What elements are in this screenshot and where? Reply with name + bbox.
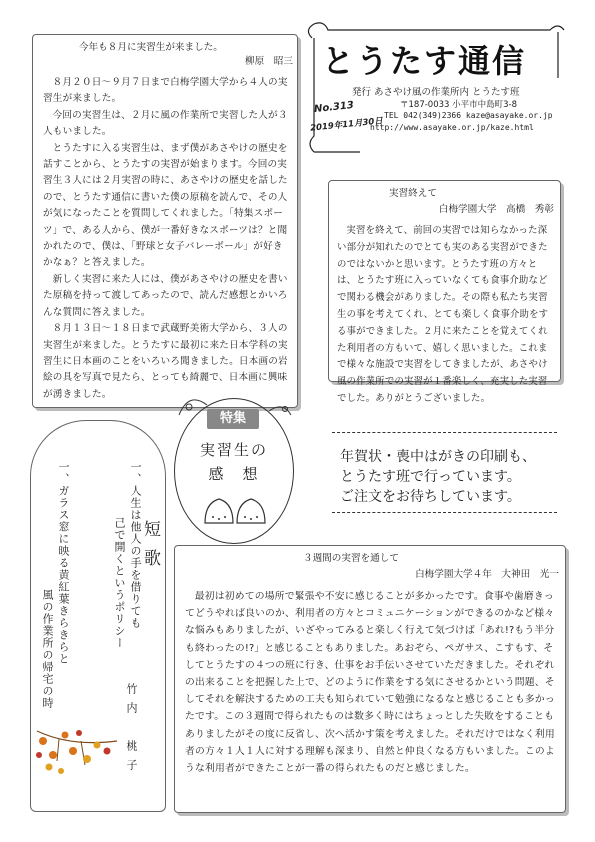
tanka-poem2-b: 風の作業所の帰宅の時 bbox=[41, 589, 54, 709]
feature-line1: 実習生の bbox=[199, 441, 268, 459]
notice-line2: とうたす班で行っています。 bbox=[340, 469, 521, 485]
article-box-3 bbox=[174, 545, 566, 813]
masthead-tel: TEL 042(349)2366 kaze@asayake.or.jp bbox=[384, 111, 553, 120]
notice bbox=[332, 432, 567, 514]
article-box-1 bbox=[32, 34, 298, 408]
tanka-poem1-b: 己で開くというポリシー bbox=[113, 517, 126, 649]
masthead bbox=[300, 18, 570, 168]
maple-leaves-illustration bbox=[31, 721, 121, 781]
notice-dash-top bbox=[332, 432, 557, 433]
tanka-poem2-a: 一、ガラス窓に映る黄紅葉きらきらと bbox=[57, 461, 70, 665]
paragraph: 今回の実習生は、２月に風の作業所で実習した人が３人もいました。 bbox=[43, 109, 288, 138]
masthead-publisher: 発行 あさやけ風の作業所内 とうたす班 bbox=[352, 87, 520, 98]
tanka-poem1-a: 一、人生は他人の手を借りても bbox=[129, 461, 142, 629]
masthead-url: http://www.asayake.or.jp/kaze.html bbox=[370, 123, 534, 132]
article3-title: ３週間の実習を通して bbox=[303, 553, 399, 564]
feature-circle bbox=[174, 398, 294, 544]
notice-line3: ご注文をお待ちしています。 bbox=[340, 489, 521, 505]
issue-number: No.313 bbox=[313, 99, 355, 116]
masthead-title: とうたす通信 bbox=[322, 42, 527, 80]
paragraph: 新しく実習に来た人には、僕があさやけの歴史を書いた原稿を持って渡してあったので、読んだ感想とかいろんな質問に答えました。 bbox=[43, 273, 288, 318]
tanka-author: 竹内 桃子 bbox=[125, 683, 138, 778]
article2-body bbox=[337, 223, 555, 408]
article3-author: 白梅学園大学４年 大神田 光一 bbox=[415, 569, 559, 580]
tanka-box bbox=[30, 420, 166, 812]
article3-body bbox=[185, 588, 559, 777]
chestnut-icon bbox=[201, 495, 271, 531]
notice-dash-bottom bbox=[332, 512, 557, 513]
tanka-heading bbox=[138, 520, 163, 578]
article2-title: 実習終えて bbox=[389, 188, 437, 199]
masthead-postal: 〒187-0033 小平市中島町3-8 bbox=[400, 100, 518, 110]
paragraph: とうたすに入る実習生は、まず僕があさやけの歴史を話すことから、とうたすの実習が始まります。今回の実習生３人には２月実習の時に、あさやけの歴史を話したので、とうたす通信に書いた僕の原稿を読んで、その人が気になったことを質問してくれました。「特集スポーツ」で、ある人から、僕が一番好きなスポーツは？と聞かれたので、僕は、「野球と女子バレーボール」が好きかなぁ？と答えました。 bbox=[43, 142, 288, 269]
paragraph: 実習を終えて、前回の実習では知らなかった深い部分が知れたのでとても実のある実習ができたのではないかと思います。とうたす班の方々とは、とうたす班に入っていなくても食事介助などで関わる機会がありました。その際も私たち実習生の事を考えてくれ、とても楽しく食事介助をする事ができました。２月に来たことを覚えてくれた利用者の方もいて、嬉しく思いました。これまで様々な施設で実習をしてきましたが、あさやけ風の作業所での実習が１番楽しく、充実した実習でした。ありがとうございました。 bbox=[337, 225, 549, 404]
article1-author: 柳原 昭三 bbox=[245, 56, 293, 67]
issue-date: 2019年11月30日 bbox=[309, 116, 384, 134]
article1-body bbox=[43, 75, 291, 403]
feature-line2: 感 想 bbox=[208, 465, 260, 483]
paragraph: 最初は初めての場所で緊張や不安に感じることが多かったです。食事や歯磨きってどうやれば良いのか、利用者の方々とコミュニケーションができるのかなど様々な悩みもありましたが、いざやってみると楽しく行えて気づけば「あれ!?もう半分も終わったの!?」と感じることもありました。あおぞら、ペガサス、こすもす、そしてとうたすの４つの班に行き、仕事をお手伝いさせていただきました。それぞれの出来ることを把握した上で、どのように作業をする気にさせるかという問題、そしてそれを解決するための工夫も知られていて勉強になるなと感じることも多かったです。この３週間で得られたものは数多く時にはちょっとした失敗をすることもありましたがその度に反省し、次へ活かす策を考えました。それだけではなく利用者の方々１人１人に対する理解も深まり、自然と仲良くなる方もいました。このような利用者ができたことが一番の得られたものだと感じました。 bbox=[185, 591, 555, 775]
article1-title: 今年も８月に実習生が来ました。 bbox=[79, 42, 223, 53]
article2-author: 白梅学園大学 高橋 秀彰 bbox=[438, 204, 554, 215]
paragraph: ８月１３日～１８日まで武蔵野美術大学から、３人の実習生が来ました。とうたすに最初に来た日本学科の実習生に日本画のことをいろいろ聞きました。日本画の岩絵の具を写真で見たら、とっても綺麗で、日本画に興味が湧きました。 bbox=[43, 323, 288, 400]
tanka-heading-char2: 歌 bbox=[140, 549, 160, 578]
paragraph: ８月２０日～９月７日まで白梅学園大学から４人の実習生が来ました。 bbox=[43, 77, 288, 105]
tanka-heading-char1: 短 bbox=[140, 520, 160, 549]
article-box-2 bbox=[328, 180, 561, 404]
notice-line1: 年賀状・喪中はがきの印刷も、 bbox=[340, 449, 536, 465]
feature-badge: 特集 bbox=[207, 409, 259, 429]
